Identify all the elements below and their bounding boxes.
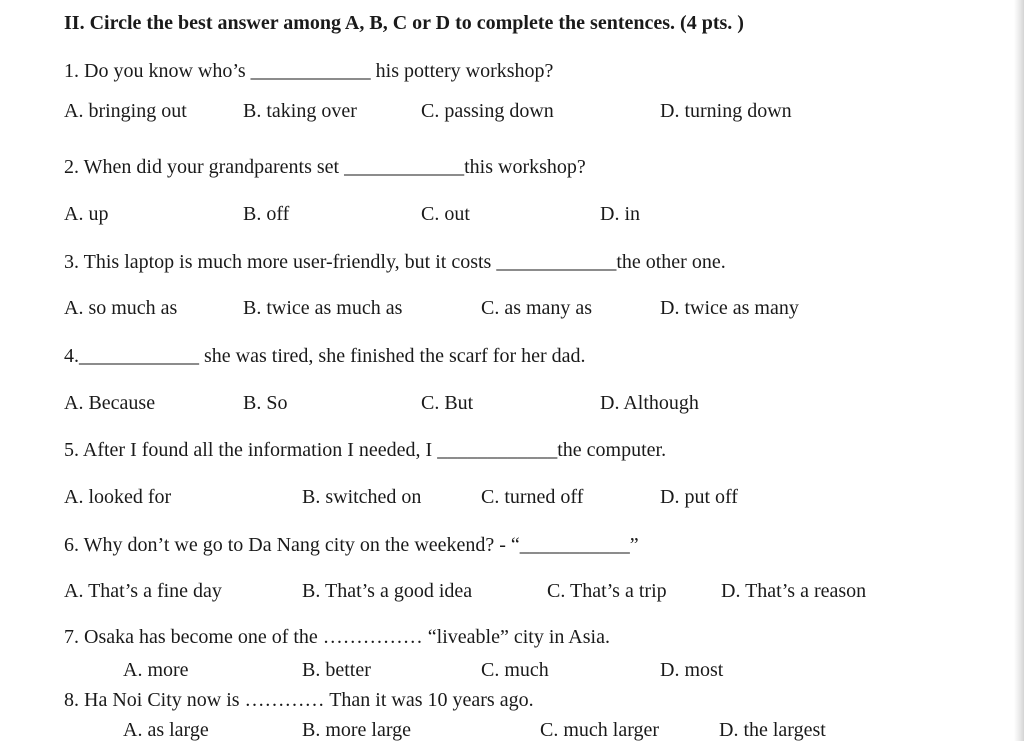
question-3-text: 3. This laptop is much more user-friendly, but it costs ____________the other one. [64, 251, 726, 273]
question-3-option-c[interactable]: C. as many as [481, 297, 593, 319]
question-3-option-d[interactable]: D. twice as many [660, 297, 799, 319]
question-2-option-a[interactable]: A. up [64, 203, 109, 225]
question-1-text: 1. Do you know who’s ____________ his pottery workshop? [64, 60, 554, 82]
question-5-option-a[interactable]: A. looked for [64, 486, 172, 508]
question-8-option-a[interactable]: A. as large [123, 719, 209, 741]
question-7-option-d[interactable]: D. most [660, 659, 724, 681]
question-8-option-c[interactable]: C. much larger [540, 719, 660, 741]
question-4-option-a[interactable]: A. Because [64, 392, 156, 414]
question-2-option-d[interactable]: D. in [600, 203, 640, 225]
question-3-option-a[interactable]: A. so much as [64, 297, 178, 319]
question-7-option-b[interactable]: B. better [302, 659, 371, 681]
question-6-option-b[interactable]: B. That’s a good idea [302, 580, 473, 602]
question-4-option-b[interactable]: B. So [243, 392, 288, 414]
question-1-option-c[interactable]: C. passing down [421, 100, 554, 122]
question-1-option-a[interactable]: A. bringing out [64, 100, 187, 122]
question-6-text: 6. Why don’t we go to Da Nang city on the weekend? - “___________” [64, 534, 639, 556]
question-6-option-c[interactable]: C. That’s a trip [547, 580, 667, 602]
question-7-option-c[interactable]: C. much [481, 659, 549, 681]
question-5-text: 5. After I found all the information I needed, I ____________the computer. [64, 439, 667, 461]
question-3-option-b[interactable]: B. twice as much as [243, 297, 403, 319]
question-2-text: 2. When did your grandparents set ____________this workshop? [64, 156, 586, 178]
question-6-option-a[interactable]: A. That’s a fine day [64, 580, 222, 602]
question-2-option-c[interactable]: C. out [421, 203, 470, 225]
question-1-option-b[interactable]: B. taking over [243, 100, 357, 122]
question-4-text: 4.____________ she was tired, she finished the scarf for her dad. [64, 345, 586, 367]
section-title: II. Circle the best answer among A, B, C or D to complete the sentences. (4 pts. ) [64, 12, 744, 34]
question-2-option-b[interactable]: B. off [243, 203, 290, 225]
question-7-option-a[interactable]: A. more [123, 659, 189, 681]
question-6-option-d[interactable]: D. That’s a reason [721, 580, 867, 602]
question-1-option-d[interactable]: D. turning down [660, 100, 792, 122]
question-5-option-d[interactable]: D. put off [660, 486, 738, 508]
question-5-option-b[interactable]: B. switched on [302, 486, 422, 508]
question-4-option-d[interactable]: D. Although [600, 392, 699, 414]
page-edge-shadow [1014, 0, 1024, 741]
question-8-option-d[interactable]: D. the largest [719, 719, 826, 741]
question-4-option-c[interactable]: C. But [421, 392, 474, 414]
question-8-option-b[interactable]: B. more large [302, 719, 412, 741]
question-5-option-c[interactable]: C. turned off [481, 486, 584, 508]
question-7-text: 7. Osaka has become one of the …………… “liveable” city in Asia. [64, 626, 610, 648]
question-8-text: 8. Ha Noi City now is ………… Than it was 10 years ago. [64, 689, 534, 711]
